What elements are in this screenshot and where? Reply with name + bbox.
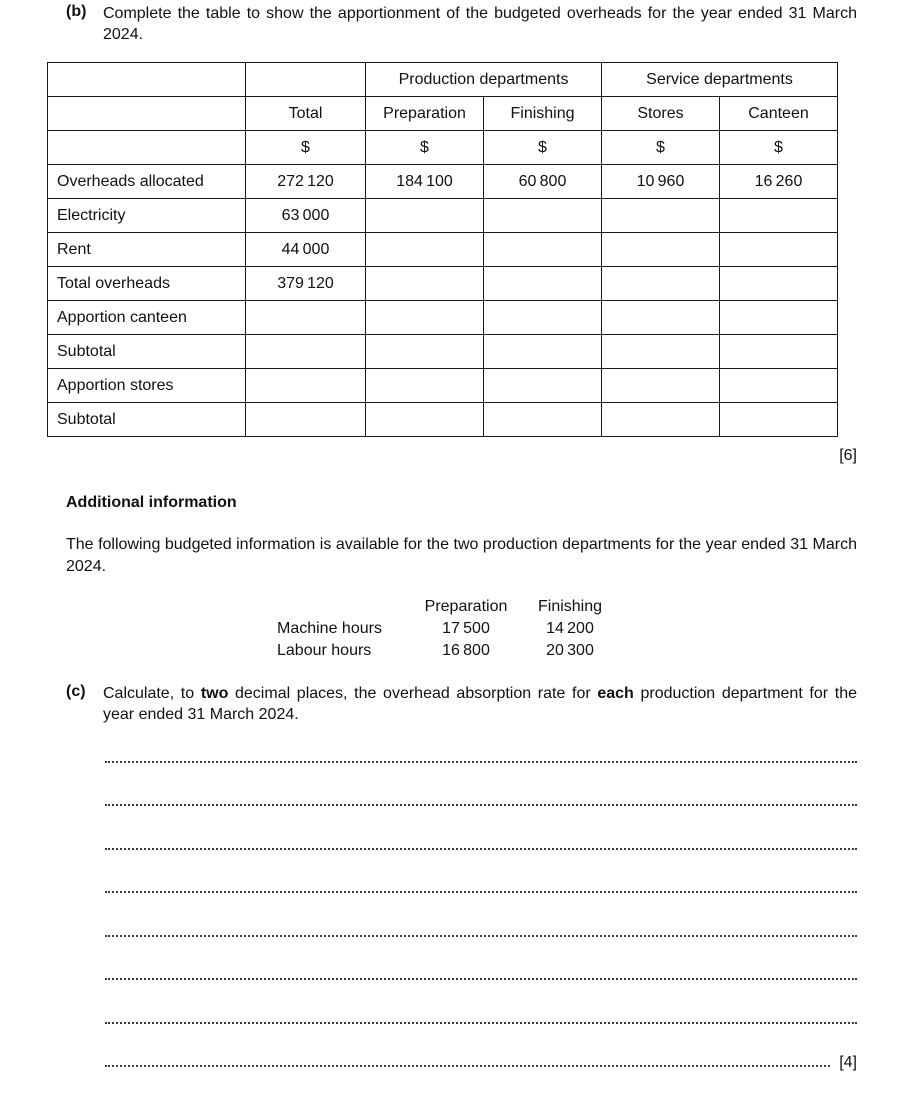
answer-cell[interactable] bbox=[602, 233, 720, 267]
answer-cell[interactable] bbox=[366, 301, 484, 335]
column-header-total: Total bbox=[246, 97, 366, 131]
currency-symbol: $ bbox=[484, 131, 602, 165]
value-cell: 272 120 bbox=[246, 165, 366, 199]
hours-table bbox=[277, 596, 903, 662]
table-row bbox=[48, 335, 838, 369]
answer-area bbox=[105, 725, 857, 1073]
question-c-part: production department for the year ended 31 March 2024. bbox=[103, 685, 857, 723]
dotted-rule bbox=[105, 935, 857, 937]
currency-symbol: $ bbox=[366, 131, 484, 165]
column-header-canteen: Canteen bbox=[720, 97, 838, 131]
value-cell: 16 260 bbox=[720, 165, 838, 199]
table-row bbox=[48, 301, 838, 335]
hours-row-machine bbox=[277, 618, 903, 640]
answer-cell[interactable] bbox=[602, 267, 720, 301]
answer-cell[interactable] bbox=[602, 199, 720, 233]
answer-cell[interactable] bbox=[720, 199, 838, 233]
row-label-apportion-stores: Apportion stores bbox=[48, 369, 246, 403]
answer-cell[interactable] bbox=[602, 301, 720, 335]
question-c-part: decimal places, the overhead absorption rate for bbox=[228, 685, 598, 702]
answer-line[interactable] bbox=[105, 812, 857, 856]
labour-hours-finishing: 20 300 bbox=[546, 642, 594, 659]
machine-hours-preparation: 17 500 bbox=[442, 620, 490, 637]
answer-cell[interactable] bbox=[366, 335, 484, 369]
table-row bbox=[48, 233, 838, 267]
row-label-subtotal: Subtotal bbox=[48, 403, 246, 437]
question-b-marks: [6] bbox=[839, 447, 857, 464]
hours-row-labour bbox=[277, 640, 903, 662]
row-label-subtotal: Subtotal bbox=[48, 335, 246, 369]
question-b-label: (b) bbox=[66, 3, 87, 20]
answer-line[interactable] bbox=[105, 1030, 857, 1074]
dotted-rule bbox=[105, 804, 857, 806]
labour-hours-label: Labour hours bbox=[277, 642, 372, 659]
table-currency-row bbox=[48, 131, 838, 165]
additional-information-title: Additional information bbox=[66, 494, 237, 511]
dotted-rule bbox=[105, 891, 857, 893]
answer-cell[interactable] bbox=[246, 369, 366, 403]
currency-symbol: $ bbox=[246, 131, 366, 165]
answer-cell[interactable] bbox=[484, 199, 602, 233]
question-c-text bbox=[103, 683, 857, 725]
hours-header-finishing: Finishing bbox=[537, 598, 603, 615]
machine-hours-label: Machine hours bbox=[277, 620, 382, 637]
question-c bbox=[0, 683, 903, 725]
table-row bbox=[48, 403, 838, 437]
answer-line[interactable] bbox=[105, 986, 857, 1030]
table-row bbox=[48, 267, 838, 301]
answer-cell[interactable] bbox=[484, 403, 602, 437]
table-row bbox=[48, 165, 838, 199]
answer-line[interactable] bbox=[105, 943, 857, 987]
answer-line[interactable] bbox=[105, 899, 857, 943]
answer-line[interactable] bbox=[105, 769, 857, 813]
answer-cell[interactable] bbox=[720, 233, 838, 267]
value-cell: 379 120 bbox=[246, 267, 366, 301]
hours-header-row bbox=[277, 596, 903, 618]
question-c-marks: [4] bbox=[839, 1054, 857, 1071]
value-cell: 10 960 bbox=[602, 165, 720, 199]
answer-cell[interactable] bbox=[602, 403, 720, 437]
row-label-electricity: Electricity bbox=[48, 199, 246, 233]
empty-cell bbox=[246, 63, 366, 97]
answer-cell[interactable] bbox=[720, 301, 838, 335]
answer-cell[interactable] bbox=[602, 335, 720, 369]
answer-cell[interactable] bbox=[602, 369, 720, 403]
question-c-label: (c) bbox=[66, 683, 86, 700]
question-b bbox=[0, 0, 903, 45]
dotted-rule bbox=[105, 761, 857, 763]
hours-header-preparation: Preparation bbox=[424, 598, 508, 615]
table-row bbox=[48, 369, 838, 403]
answer-cell[interactable] bbox=[720, 369, 838, 403]
currency-symbol: $ bbox=[602, 131, 720, 165]
value-cell: 184 100 bbox=[366, 165, 484, 199]
labour-hours-preparation: 16 800 bbox=[442, 642, 490, 659]
answer-cell[interactable] bbox=[366, 199, 484, 233]
answer-line[interactable] bbox=[105, 856, 857, 900]
answer-cell[interactable] bbox=[720, 267, 838, 301]
additional-information-text: The following budgeted information is available for the two production departments for the year ended 31 March 2024. bbox=[66, 536, 857, 575]
question-b-text: Complete the table to show the apportionment of the budgeted overheads for the year ended 31 March 2024. bbox=[103, 5, 857, 43]
table-column-header-row bbox=[48, 97, 838, 131]
row-label-overheads-allocated: Overheads allocated bbox=[48, 165, 246, 199]
dotted-rule bbox=[105, 848, 857, 850]
answer-cell[interactable] bbox=[720, 403, 838, 437]
empty-cell bbox=[48, 131, 246, 165]
empty-cell bbox=[48, 63, 246, 97]
value-cell: 44 000 bbox=[246, 233, 366, 267]
answer-cell[interactable] bbox=[484, 369, 602, 403]
overheads-apportionment-table bbox=[47, 62, 838, 437]
table-row bbox=[48, 199, 838, 233]
answer-cell[interactable] bbox=[246, 301, 366, 335]
answer-cell[interactable] bbox=[366, 369, 484, 403]
question-c-bold-two: two bbox=[200, 685, 229, 702]
answer-cell[interactable] bbox=[366, 267, 484, 301]
question-c-part: Calculate, to bbox=[103, 685, 201, 702]
answer-cell[interactable] bbox=[484, 335, 602, 369]
empty-cell bbox=[277, 596, 414, 618]
answer-cell[interactable] bbox=[246, 335, 366, 369]
answer-line[interactable] bbox=[105, 725, 857, 769]
question-c-bold-each: each bbox=[597, 685, 634, 702]
column-header-preparation: Preparation bbox=[366, 97, 484, 131]
answer-cell[interactable] bbox=[366, 403, 484, 437]
column-header-finishing: Finishing bbox=[484, 97, 602, 131]
answer-cell[interactable] bbox=[366, 233, 484, 267]
answer-cell[interactable] bbox=[484, 233, 602, 267]
table-group-header-row bbox=[48, 63, 838, 97]
production-departments-header: Production departments bbox=[366, 63, 602, 97]
answer-cell[interactable] bbox=[484, 267, 602, 301]
answer-cell[interactable] bbox=[720, 335, 838, 369]
column-header-stores: Stores bbox=[602, 97, 720, 131]
row-label-rent: Rent bbox=[48, 233, 246, 267]
dotted-rule bbox=[105, 1065, 830, 1067]
value-cell: 60 800 bbox=[484, 165, 602, 199]
row-label-apportion-canteen: Apportion canteen bbox=[48, 301, 246, 335]
machine-hours-finishing: 14 200 bbox=[546, 620, 594, 637]
value-cell: 63 000 bbox=[246, 199, 366, 233]
empty-cell bbox=[48, 97, 246, 131]
service-departments-header: Service departments bbox=[602, 63, 838, 97]
currency-symbol: $ bbox=[720, 131, 838, 165]
answer-cell[interactable] bbox=[484, 301, 602, 335]
dotted-rule bbox=[105, 978, 857, 980]
row-label-total-overheads: Total overheads bbox=[48, 267, 246, 301]
answer-cell[interactable] bbox=[246, 403, 366, 437]
dotted-rule bbox=[105, 1022, 857, 1024]
